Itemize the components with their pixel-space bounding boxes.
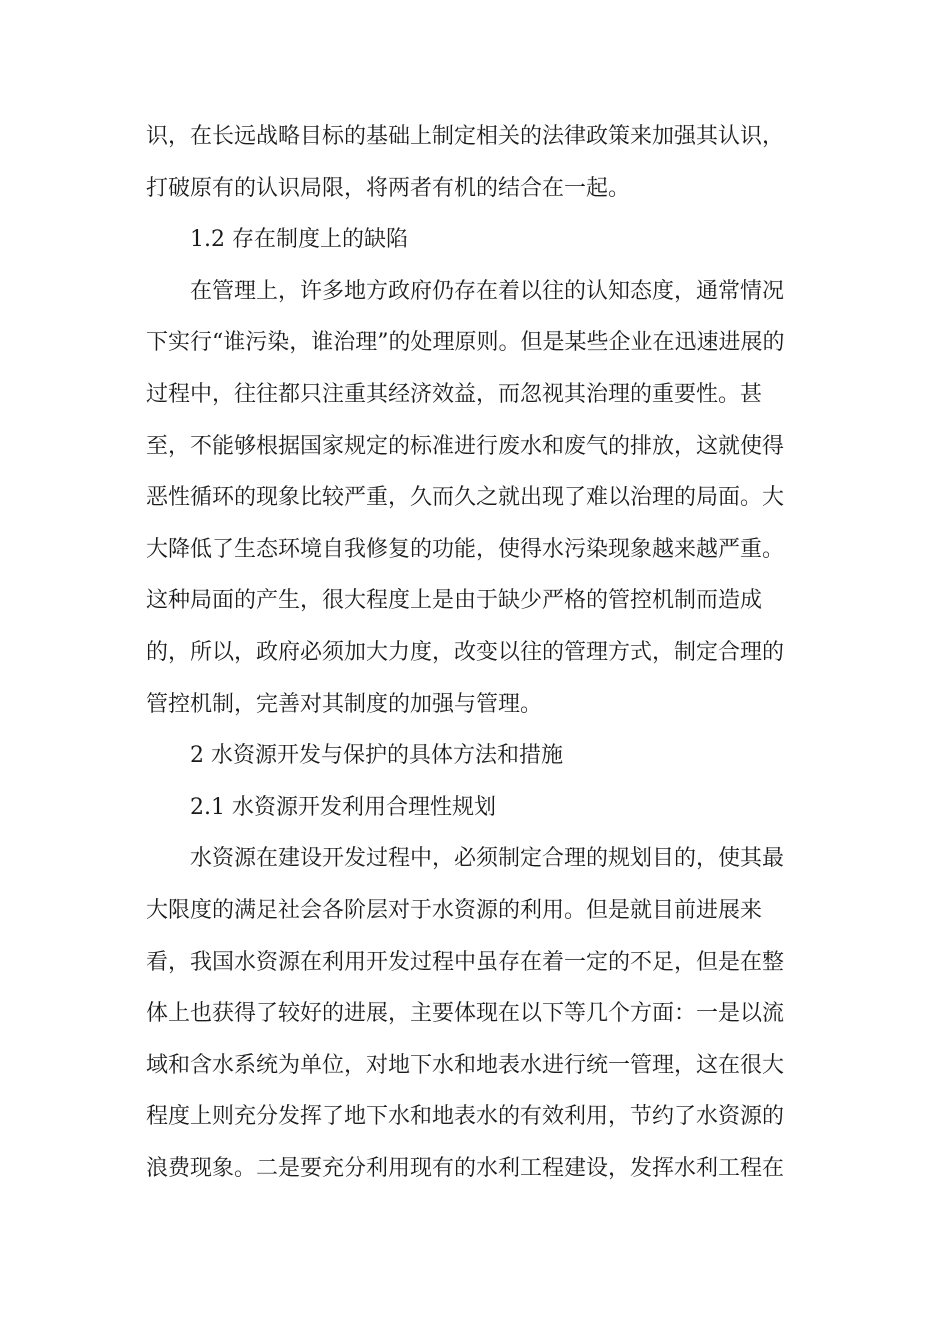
text-line: 浪费现象。二是要充分利用现有的水利工程建设，发挥水利工程在 (146, 1155, 785, 1181)
text-line: 域和含水系统为单位，对地下水和地表水进行统一管理，这在很大 (146, 1052, 785, 1078)
section-heading: 2 水资源开发与保护的具体方法和措施 (190, 743, 563, 769)
text-line: 大限度的满足社会各阶层对于水资源的利用。但是就目前进展来 (146, 897, 763, 923)
text-line: 管控机制，完善对其制度的加强与管理。 (146, 691, 543, 717)
subsection-heading: 2.1 水资源开发利用合理性规划 (190, 794, 496, 820)
text-line: 识，在长远战略目标的基础上制定相关的法律政策来加强其认识， (146, 124, 785, 149)
text-line: 恶性循环的现象比较严重，久而久之就出现了难以治理的局面。大 (146, 485, 785, 511)
text-line: 体上也获得了较好的进展，主要体现在以下等几个方面：一是以流 (146, 1001, 785, 1027)
text-line: 水资源在建设开发过程中，必须制定合理的规划目的，使其最 (190, 846, 785, 872)
body-text (146, 116, 806, 1199)
text-line: 程度上则充分发挥了地下水和地表水的有效利用，节约了水资源的 (146, 1104, 785, 1130)
text-line: 的，所以，政府必须加大力度，改变以往的管理方式，制定合理的 (146, 639, 785, 665)
section-heading: 1.2 存在制度上的缺陷 (190, 227, 408, 253)
text-line: 下实行“谁污染，谁治理”的处理原则。但是某些企业在迅速进展的 (146, 330, 785, 356)
text-line: 打破原有的认识局限，将两者有机的结合在一起。 (146, 175, 631, 201)
text-line: 过程中，往往都只注重其经济效益，而忽视其治理的重要性。甚 (146, 381, 763, 407)
text-line: 至，不能够根据国家规定的标准进行废水和废气的排放，这就使得 (146, 433, 785, 459)
text-line: 看，我国水资源在利用开发过程中虽存在着一定的不足，但是在整 (146, 949, 785, 975)
text-line: 在管理上，许多地方政府仍存在着以往的认知态度，通常情况 (190, 278, 785, 304)
text-line: 大降低了生态环境自我修复的功能，使得水污染现象越来越严重。 (146, 536, 785, 562)
text-line: 这种局面的产生，很大程度上是由于缺少严格的管控机制而造成 (146, 588, 763, 614)
